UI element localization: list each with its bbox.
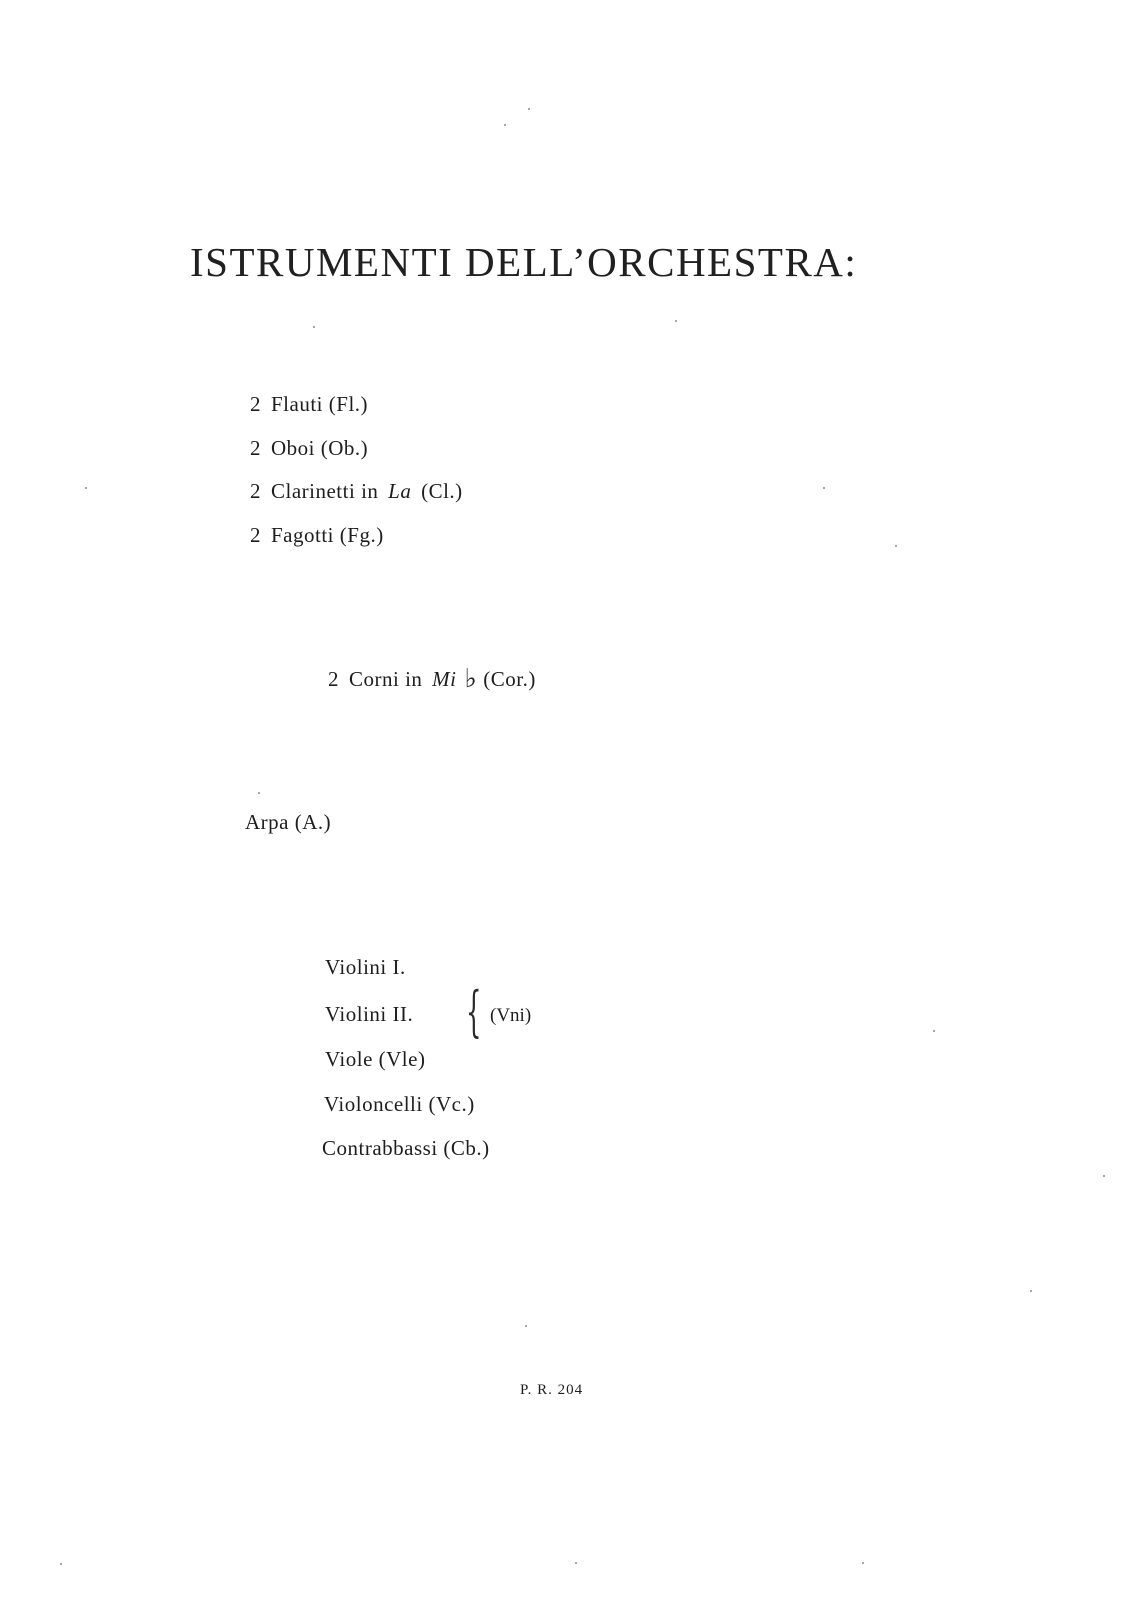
scan-speck xyxy=(675,320,677,322)
scan-speck xyxy=(504,124,506,126)
scan-speck xyxy=(313,326,315,328)
violins-abbreviation: (Vni) xyxy=(490,1005,532,1026)
instrument-violins-1: Violini I. xyxy=(325,955,406,979)
scan-speck xyxy=(823,487,825,489)
instrument-name: Flauti xyxy=(271,392,324,416)
scan-speck xyxy=(60,1563,62,1565)
instrument-abbreviation: (Fl.) xyxy=(328,392,369,416)
scan-speck xyxy=(1030,1290,1032,1292)
instrument-name: Corni in xyxy=(349,667,423,691)
instrument-name: Fagotti xyxy=(271,523,335,547)
violins-brace: { xyxy=(466,980,482,1043)
instrument-count: 2 xyxy=(250,523,261,547)
instrument-abbreviation: (Cor.) xyxy=(483,667,536,691)
instrument-abbreviation: (A.) xyxy=(294,810,332,834)
instrument-abbreviation: (Fg.) xyxy=(339,523,384,547)
scan-speck xyxy=(528,108,530,110)
instrument-horns xyxy=(328,663,536,693)
instrument-key: Mi xyxy=(432,667,457,691)
instrument-flutes xyxy=(250,392,368,417)
scan-speck xyxy=(895,545,897,547)
instrument-key: La xyxy=(388,479,412,503)
instrument-abbreviation: (Cl.) xyxy=(421,479,463,503)
instrument-count: 2 xyxy=(250,479,261,503)
scan-speck xyxy=(525,1325,527,1327)
scan-speck xyxy=(1103,1175,1105,1177)
instrument-count: 2 xyxy=(250,392,261,416)
instrument-abbreviation: (Ob.) xyxy=(320,436,369,460)
scan-speck xyxy=(862,1562,864,1564)
flat-sign: ♭ xyxy=(464,664,478,694)
instrument-oboes xyxy=(250,436,368,461)
instrument-bassoons xyxy=(250,523,384,548)
scan-speck xyxy=(933,1030,935,1032)
instrument-violins-2: Violini II. xyxy=(325,1002,414,1026)
instrument-violas: Viole (Vle) xyxy=(325,1047,426,1071)
instrument-clarinets xyxy=(250,479,463,504)
instrument-name: Oboi xyxy=(271,436,315,460)
scan-speck xyxy=(575,1562,577,1564)
instrument-name: Arpa xyxy=(245,810,289,834)
plate-number: P. R. 204 xyxy=(520,1382,584,1398)
instrument-count: 2 xyxy=(328,667,339,691)
instrument-cellos: Violoncelli (Vc.) xyxy=(324,1092,475,1116)
page-title: ISTRUMENTI DELL’ORCHESTRA: xyxy=(190,239,858,285)
scan-speck xyxy=(85,487,87,489)
instrument-name: Clarinetti in xyxy=(271,479,379,503)
scan-speck xyxy=(258,792,260,794)
instrument-count: 2 xyxy=(250,436,261,460)
instrument-basses: Contrabbassi (Cb.) xyxy=(322,1136,490,1160)
instrument-harp xyxy=(245,810,331,835)
